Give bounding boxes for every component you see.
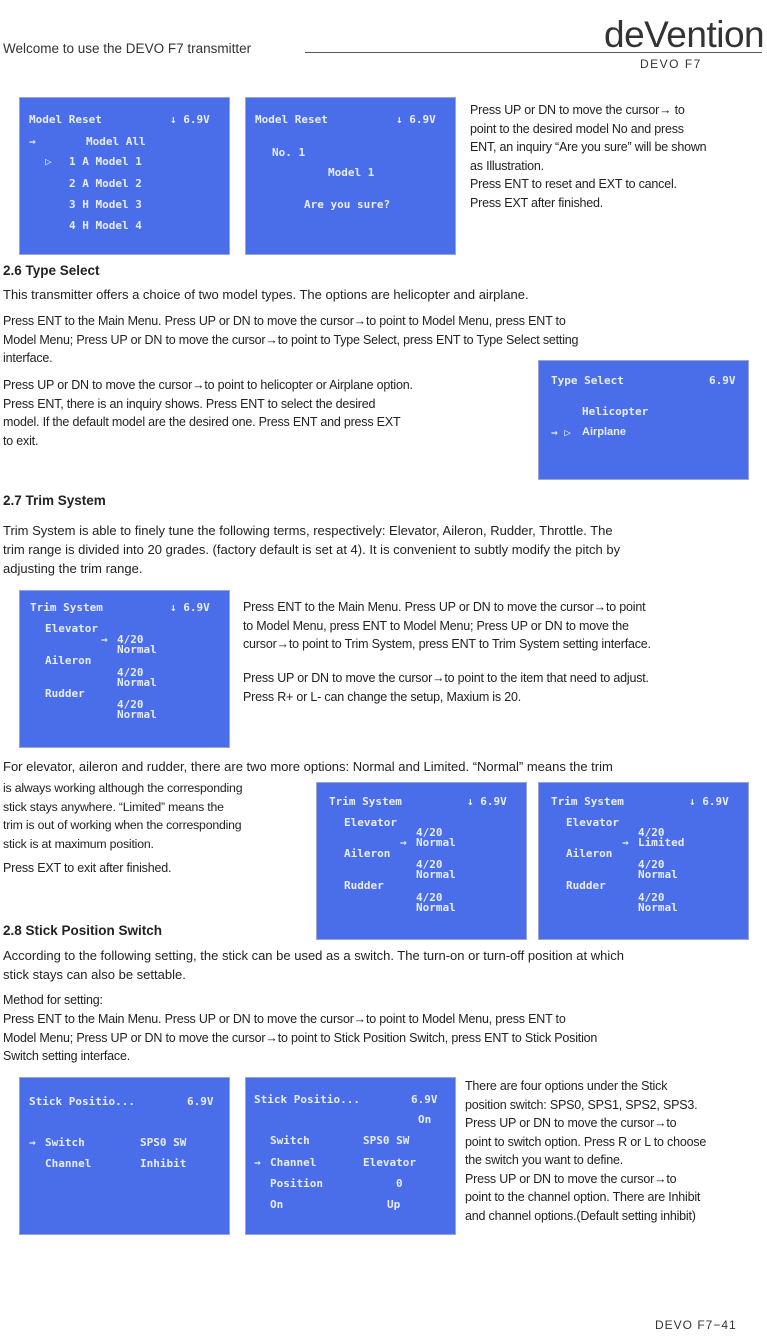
stick-options-desc (465, 1077, 766, 1225)
lcd-trim-mode: Normal (416, 901, 456, 914)
lcd-item-elevator: Elevator (344, 816, 397, 829)
lcd-trim-mode: Normal (416, 836, 456, 849)
lcd-trim-value: 4/20 (117, 698, 144, 711)
trim-adjust (243, 669, 767, 706)
lcd-item-channel: Channel (45, 1157, 92, 1170)
lcd-cursor-arrow: → ▷ (551, 426, 571, 439)
trim-exit-note: Press EXT to exit after finished. (3, 861, 172, 875)
type-select-options (3, 376, 524, 450)
text-line: position switch: SPS0, SPS1, SPS2, SPS3. (465, 1097, 698, 1112)
lcd-model-reset-list (19, 97, 230, 255)
brand-logo: deVention (604, 14, 765, 55)
lcd-trim-system (19, 590, 230, 748)
text-line: and channel options.(Default setting inhibit) (465, 1208, 696, 1223)
lcd-model-no: No. 1 (272, 146, 306, 159)
section-heading-trim-system: 2.7 Trim System (3, 493, 106, 508)
lcd-trim-value: 4/20 (117, 633, 144, 646)
page-footer: DEVO F7−41 (655, 1318, 737, 1332)
stick-method-label: Method for setting: (3, 993, 103, 1007)
lcd-voltage: ↓ 6.9V (170, 113, 210, 126)
lcd-type-select (538, 360, 749, 480)
lcd-trim-mode: Normal (638, 901, 678, 914)
lcd-confirm-prompt: Are you sure? (304, 198, 391, 211)
lcd-trim-value: 4/20 (416, 858, 443, 871)
text-line: interface. (3, 351, 53, 365)
text-line: is always working although the corresponding (3, 781, 243, 795)
lcd-title: Stick Positio... (29, 1095, 135, 1108)
lcd-item-rudder: Rudder (45, 687, 85, 700)
lcd-trim-mode: Normal (416, 868, 456, 881)
text-line: Press UP or DN to move the cursor→to (465, 1116, 677, 1130)
text-line: Trim System is able to finely tune the following terms, respectively: Elevator, Aileron, Rudder, Throttle. The (3, 523, 613, 538)
lcd-model-all: Model All (86, 135, 146, 148)
text-line: trim is out of working when the corresponding (3, 818, 242, 832)
text-line: stick is at maximum position. (3, 836, 154, 851)
lcd-on-value: Up (387, 1198, 401, 1211)
text-line: point to the desired model No and press (470, 121, 684, 136)
text-line: Switch setting interface. (3, 1049, 131, 1063)
lcd-voltage: ↓ 6.9V (689, 795, 729, 808)
reset-instructions (470, 101, 765, 212)
text-line: ENT, an inquiry “Are you sure” will be shown (470, 140, 707, 154)
text-line: Press UP or DN to move the cursor→to (465, 1171, 677, 1186)
lcd-cursor-arrow: → (29, 1136, 36, 1149)
lcd-title: Model Reset (29, 113, 102, 126)
text-line: Press EXT after finished. (470, 195, 604, 210)
lcd-trim-mode: Normal (117, 676, 157, 689)
lcd-trim-mode: Normal (638, 868, 678, 881)
text-line: as Illustration. (470, 158, 544, 173)
lcd-item-aileron: Aileron (45, 654, 92, 667)
lcd-item-channel: Channel (270, 1156, 317, 1169)
lcd-item-position: Position (270, 1177, 323, 1190)
lcd-trim-normal (316, 782, 527, 940)
lcd-cursor-arrow: → (400, 836, 407, 849)
lcd-cursor-arrow: → (101, 633, 108, 646)
lcd-voltage: 6.9V (411, 1093, 438, 1106)
text-line: trim range is divided into 20 grades. (factory default is set at 4). It is convenient to subtly modify the pitch by (3, 542, 621, 557)
lcd-item-rudder: Rudder (344, 879, 384, 892)
stick-intro (3, 946, 767, 984)
lcd-channel-value: Elevator (363, 1156, 416, 1169)
lcd-option-helicopter: Helicopter (582, 405, 649, 418)
section-heading-type-select: 2.6 Type Select (3, 263, 100, 278)
lcd-model-row: 3 H Model 3 (69, 198, 142, 211)
header-rule (305, 52, 605, 53)
lcd-title: Model Reset (255, 113, 328, 126)
lcd-model-row: 2 A Model 2 (69, 177, 142, 190)
text-line: Press UP or DN to move the cursor→to point to the item that need to adjust. (243, 671, 649, 685)
text-line: Press ENT to the Main Menu. Press UP or DN to move the cursor→to point (243, 600, 646, 614)
lcd-item-switch: Switch (45, 1136, 85, 1149)
text-line: Press ENT, there is an inquiry shows. Press ENT to select the desired (3, 396, 376, 411)
lcd-cursor-arrow: → (29, 135, 36, 148)
lcd-title: Type Select (551, 374, 624, 387)
lcd-stick-switch (19, 1077, 230, 1235)
lcd-trim-value: 4/20 (638, 858, 665, 871)
lcd-item-elevator: Elevator (45, 622, 98, 635)
text-line: Press ENT to the Main Menu. Press UP or DN to move the cursor→to point to Model Menu, press ENT to (3, 1012, 566, 1026)
text-line: Model Menu; Press UP or DN to move the cursor→to point to Type Select, press ENT to Type Select setting (3, 332, 579, 347)
lcd-item-elevator: Elevator (566, 816, 619, 829)
header-welcome: Welcome to use the DEVO F7 transmitter (3, 41, 252, 56)
lcd-trim-value: 4/20 (638, 891, 665, 904)
text-line: point to the channel option. There are Inhibit (465, 1190, 701, 1204)
lcd-trim-value: 4/20 (117, 666, 144, 679)
lcd-voltage: ↓ 6.9V (396, 113, 436, 126)
lcd-channel-value: Inhibit (140, 1157, 187, 1170)
lcd-voltage: 6.9V (709, 374, 736, 387)
text-line: cursor→to point to Trim System, press ENT to Trim System setting interface. (243, 637, 651, 651)
trim-options-intro: For elevator, aileron and rudder, there are two more options: Normal and Limited. “Normal” means the trim (3, 759, 613, 774)
lcd-title: Trim System (30, 601, 103, 614)
lcd-option-airplane: Airplane (582, 426, 627, 438)
lcd-trim-mode: Limited (638, 836, 685, 849)
lcd-model-row: 4 H Model 4 (69, 219, 142, 232)
lcd-cursor-arrow: → (622, 836, 629, 849)
text-line: There are four options under the Stick (465, 1079, 668, 1093)
text-line: to Model Menu, press ENT to Model Menu; Press UP or DN to move the (243, 618, 629, 633)
lcd-item-on: On (270, 1198, 284, 1211)
trim-options-desc (3, 779, 305, 853)
lcd-voltage: 6.9V (187, 1095, 214, 1108)
text-line: Model Menu; Press UP or DN to move the cursor→to point to Stick Position Switch, press ENT to Stick Position (3, 1030, 598, 1045)
lcd-cursor-arrow: → (254, 1156, 261, 1169)
lcd-title: Trim System (329, 795, 402, 808)
text-line: Press UP or DN to move the cursor→to point to helicopter or Airplane option. (3, 378, 413, 392)
section-heading-stick-position: 2.8 Stick Position Switch (3, 923, 163, 938)
lcd-voltage: ↓ 6.9V (170, 601, 210, 614)
lcd-trim-mode: Normal (117, 643, 157, 656)
text-line: point to switch option. Press R or L to choose (465, 1134, 707, 1149)
lcd-title: Trim System (551, 795, 624, 808)
text-line: model. If the default model are the desired one. Press ENT and press EXT (3, 415, 401, 429)
text-line: the switch you want to define. (465, 1153, 623, 1167)
lcd-model-row: 1 A Model 1 (69, 155, 142, 168)
lcd-trim-limited (538, 782, 749, 940)
trim-intro (3, 521, 767, 578)
text-line: According to the following setting, the stick can be used as a switch. The turn-on or turn-off position at which (3, 948, 624, 963)
lcd-marker: ▷ (45, 155, 52, 168)
text-line: Press R+ or L- can change the setup, Maxium is 20. (243, 689, 521, 704)
lcd-stick-channel (245, 1077, 456, 1235)
text-line: Press ENT to reset and EXT to cancel. (470, 177, 677, 191)
text-line: stick stays can also be settable. (3, 967, 186, 982)
trim-steps (243, 598, 767, 654)
type-select-intro: This transmitter offers a choice of two model types. The options are helicopter and airplane. (3, 287, 529, 302)
lcd-switch-value: SPS0 SW (140, 1136, 187, 1149)
lcd-trim-value: 4/20 (416, 891, 443, 904)
lcd-voltage: ↓ 6.9V (467, 795, 507, 808)
lcd-on-indicator: On (418, 1113, 432, 1126)
lcd-title: Stick Positio... (254, 1093, 360, 1106)
text-line: to exit. (3, 433, 39, 448)
lcd-trim-mode: Normal (117, 708, 157, 721)
lcd-trim-value: 4/20 (416, 826, 443, 839)
text-line: adjusting the trim range. (3, 561, 143, 576)
text-line: Press UP or DN to move the cursor→ to (470, 103, 685, 117)
lcd-item-switch: Switch (270, 1134, 310, 1147)
lcd-item-aileron: Aileron (344, 847, 391, 860)
lcd-item-aileron: Aileron (566, 847, 613, 860)
lcd-model-name: Model 1 (328, 166, 375, 179)
lcd-switch-value: SPS0 SW (363, 1134, 410, 1147)
text-line: Press ENT to the Main Menu. Press UP or DN to move the cursor→to point to Model Menu, press ENT to (3, 314, 566, 328)
lcd-position-value: 0 (396, 1177, 403, 1190)
lcd-item-rudder: Rudder (566, 879, 606, 892)
stick-steps (3, 1010, 767, 1066)
brand-model: DEVO F7 (640, 57, 702, 71)
lcd-model-reset-confirm (245, 97, 456, 255)
text-line: stick stays anywhere. “Limited” means the (3, 799, 224, 814)
lcd-trim-value: 4/20 (638, 826, 665, 839)
